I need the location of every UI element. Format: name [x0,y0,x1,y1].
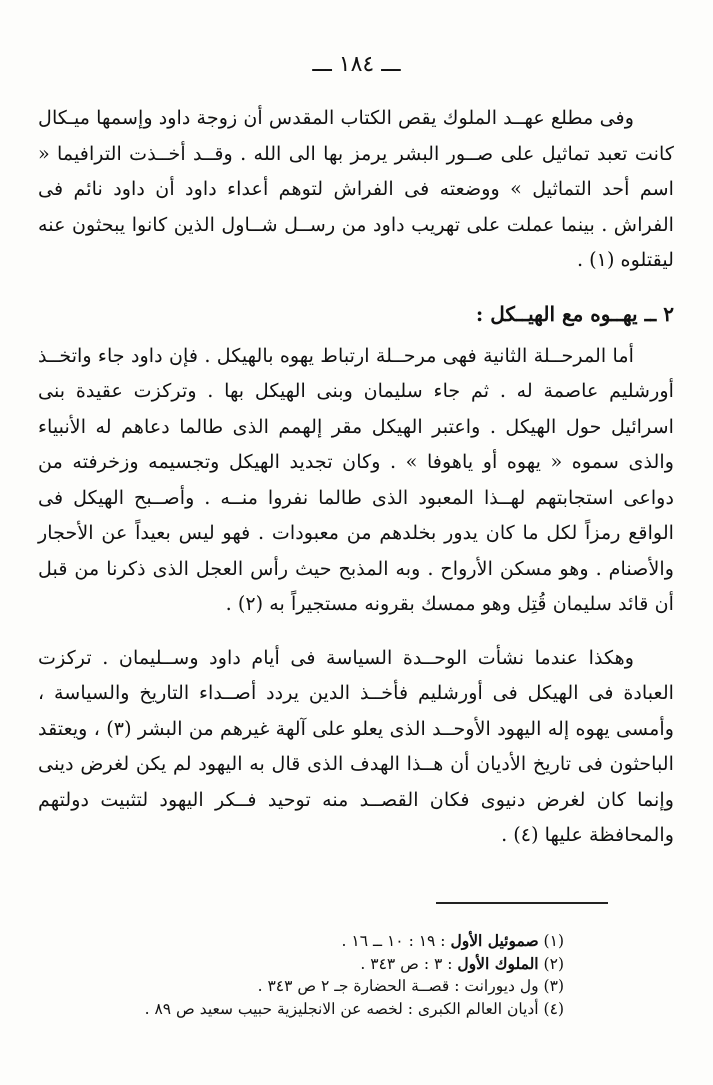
footnote-reference: : ١٩ : ١٠ ــ ١٦ . [341,932,451,950]
page-number: ـــ ١٨٤ ـــ [312,52,401,77]
footnote-number: (١) [543,932,564,950]
footnote-source-title: صموئيل الأول [450,931,539,950]
paragraph-gap [38,622,674,640]
footnote-source-title: الملوك الأول [457,953,539,973]
footnote-number: (٣) [543,977,564,995]
paragraph-3: وهكذا عندما نشأت الوحــدة السياسة فى أيام داود وســليمان . تركزت العبادة فى الهيكل فى أورشليم فأخــذ الدين يردد أصــداء التاريخ والسياسة ، وأمسى يهوه إله اليهود الأوحــد الذى يعلو على آلهة غيرهم من البشر (٣) ، ويعتقد الباحثون فى تاريخ الأديان أن هــذا الهدف الذى قال به اليهود لم يكن لغرض دينى وإنما كان لغرض دنيوى فكان القصــد منه توحيد فــكر اليهود لتثبيت دولتهم والمحافظة عليها (٤) . [38,645,675,846]
paragraph-1: وفى مطلع عهــد الملوك يقص الكتاب المقدس أن زوجة داود وإسمها ميـكال كانت تعبد تماثيل على صــور البشر يرمز بها الى الله . وقــد أخــذت الترافيما « اسم أحد التماثيل » ووضعته فى الفراش لتوهم أعداء داود أن داود نائم فى الفراش . بينما عملت على تهريب داود من رســل شــاول الذين كانوا يبحثون عنه ليقتلوه (١) . [38,106,674,271]
footnote-divider [436,902,608,904]
footnote-number: (٤) [543,999,564,1018]
footnote-reference: ول ديورانت : قصــة الحضارة جـ ٢ ص ٣٤٣ . [257,977,539,995]
footnote-4 [40,998,564,1021]
footnote-1 [40,930,564,953]
footnote-reference: : ٣ : ص ٣٤٣ . [360,954,458,973]
paragraph-2: أما المرحــلة الثانية فهى مرحــلة ارتباط يهوه بالهيكل . فإن داود جاء واتخــذ أورشليم عاصمة له . ثم جاء سليمان وبنى الهيكل بها . وتركزت عقيدة بنى اسرائيل حول الهيكل . واعتبر الهيكل مقر إلهمم الذى طالما دعاهم له الأنبياء والذى سموه « يهوه أو ياهوفا » . وكان تجديد الهيكل وتجسيمه وزخرفته من دواعى استجابتهم لهــذا المعبود الذى طالما نفروا منــه . وأصــبح الهيكل فى الواقع رمزاً لكل ما كان يدور بخلدهم من معبودات . فهو ليس بعيداً عن الأحجار والأصنام . وهو مسكن الأرواح . وبه المذبح حيث رأس العجل الذى ذكرنا من قبل أن قائد سليمان قُتِل وهو ممسك بقرونه مستجيراً به (٢) . [38,343,674,615]
section-heading-2: ٢ ــ يهــوه مع الهيــكل : [475,301,674,326]
footnote-2 [40,953,564,976]
footnote-number: (٢) [543,954,564,973]
footnote-3 [40,975,564,998]
body-text [38,100,674,853]
footnote-reference: أديان العالم الكبرى : لخصه عن الانجليزية حبيب سعيد ص ٨٩ . [144,999,539,1018]
footnotes [40,930,564,1020]
